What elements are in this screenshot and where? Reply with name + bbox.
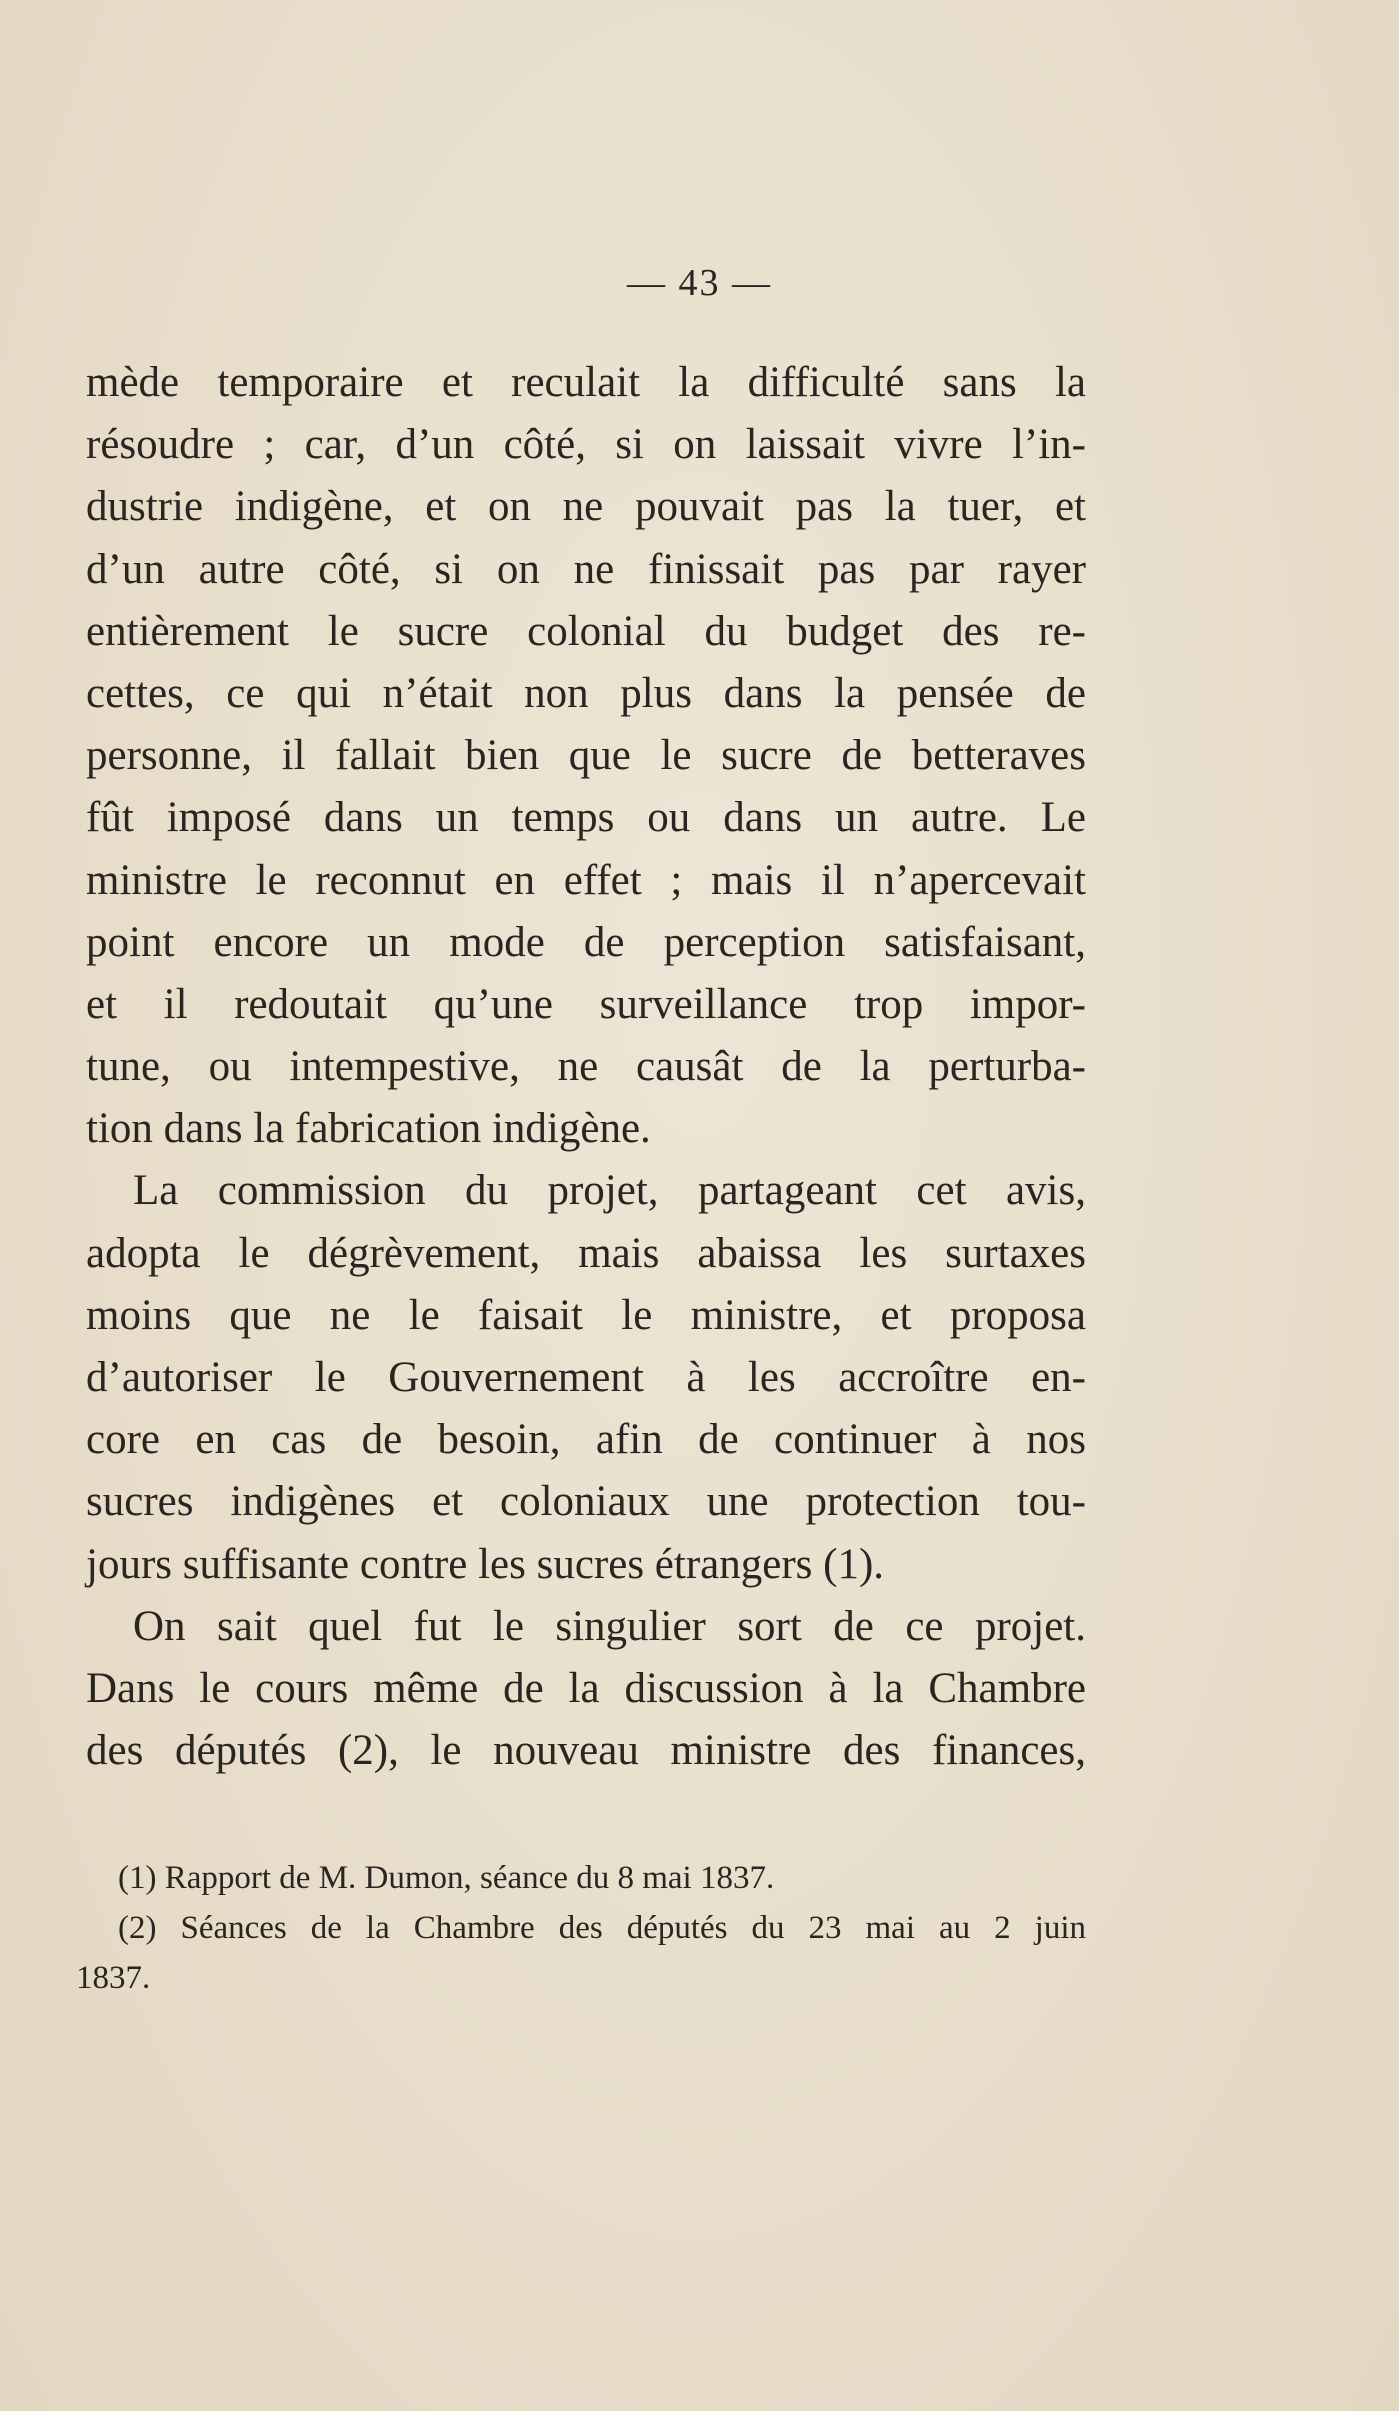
text-line: jours suffisante contre les sucres étrangers (1).: [86, 1540, 885, 1588]
footnotes: [76, 1853, 1086, 2003]
text-line: dustrie indigène, et on ne pouvait pas la tuer, et: [86, 483, 1086, 531]
text-line: tune, ou intempestive, ne causât de la perturba-: [86, 1043, 1086, 1091]
text-line: Dans le cours même de la discussion à la Chambre: [86, 1664, 1086, 1712]
text-line: résoudre ; car, d’un côté, si on laissait vivre l’in-: [86, 421, 1086, 469]
text-line: personne, il fallait bien que le sucre de betteraves: [86, 732, 1086, 780]
footnote: (2) Séances de la Chambre des députés du 23 mai au 2 juin: [118, 1910, 1086, 1946]
text-line: adopta le dégrèvement, mais abaissa les surtaxes: [86, 1229, 1086, 1277]
text-line: fût imposé dans un temps ou dans un autre. Le: [86, 794, 1086, 842]
page-number: — 43 —: [627, 262, 772, 304]
text-line: mède temporaire et reculait la difficulté sans la: [86, 359, 1086, 406]
text-line: ministre le reconnut en effet ; mais il n’apercevait: [86, 856, 1086, 904]
footnote-continuation: 1837.: [76, 1960, 151, 1996]
text-line: des députés (2), le nouveau ministre des finances,: [86, 1727, 1086, 1775]
text-line: cettes, ce qui n’était non plus dans la pensée de: [86, 669, 1086, 717]
text-line: sucres indigènes et coloniaux une protection tou-: [86, 1478, 1086, 1526]
text-line: moins que ne le faisait le ministre, et proposa: [86, 1291, 1086, 1339]
body-text: [86, 352, 1086, 1782]
text-line: entièrement le sucre colonial du budget des re-: [86, 607, 1086, 655]
text-line: La commission du projet, partageant cet avis,: [133, 1167, 1086, 1215]
footnote: (1) Rapport de M. Dumon, séance du 8 mai 1837.: [118, 1860, 775, 1896]
text-line: tion dans la fabrication indigène.: [86, 1105, 651, 1153]
text-line: d’un autre côté, si on ne finissait pas par rayer: [86, 545, 1086, 593]
text-line: et il redoutait qu’une surveillance trop impor-: [86, 980, 1086, 1028]
text-line: d’autoriser le Gouvernement à les accroître en-: [86, 1354, 1086, 1401]
text-line: core en cas de besoin, afin de continuer à nos: [86, 1416, 1086, 1464]
text-line: On sait quel fut le singulier sort de ce projet.: [133, 1602, 1086, 1650]
text-line: point encore un mode de perception satisfaisant,: [86, 918, 1086, 966]
